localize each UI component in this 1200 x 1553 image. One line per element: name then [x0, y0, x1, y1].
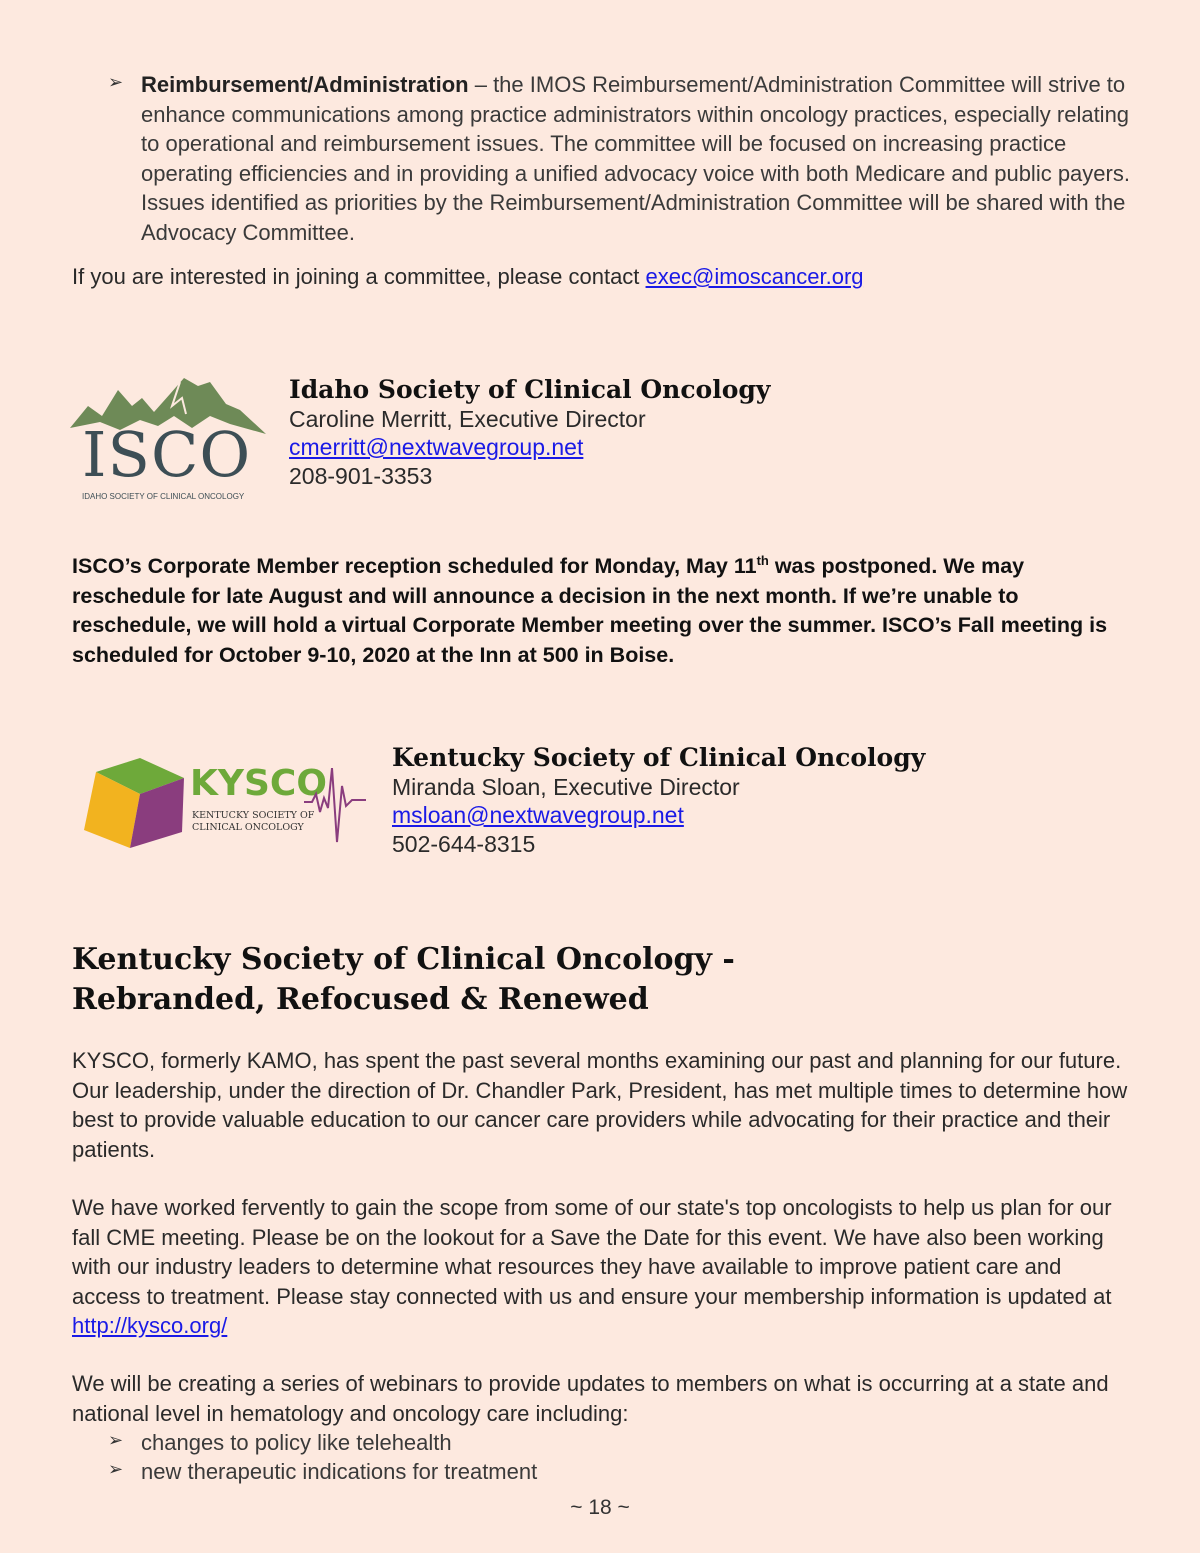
kysco-phone: 502-644-8315: [392, 830, 536, 857]
exec-email-link[interactable]: exec@imoscancer.org: [645, 264, 864, 289]
article-paragraph-1: KYSCO, formerly KAMO, has spent the past several months examining our past and planning for our future. Our leadership, under the direction of Dr. Chandler Park, President, has met multiple times to determine how best to provide valuable education to our cancer care providers while advocating for their practice and their patients.: [72, 1048, 1128, 1162]
list-item: [108, 1428, 452, 1458]
arrow-bullet-icon: ➢: [108, 1459, 124, 1479]
isco-logo-subtext: IDAHO SOCIETY OF CLINICAL ONCOLOGY: [82, 492, 245, 501]
committee-bullet-text: [141, 70, 1133, 247]
article-headline-line-1: Kentucky Society of Clinical Oncology -: [72, 942, 735, 977]
arrow-bullet-icon: ➢: [108, 72, 124, 92]
article-paragraph-2-text: We have worked fervently to gain the scope from some of our state's top oncologists to help us plan for our fall CME meeting. Please be on the lookout for a Save the Date for this event. We have also been working with our industry leaders to determine what resources they have available to improve patient care and access to treatment. Please stay connected with us and ensure your membership information is updated at: [72, 1195, 1112, 1309]
join-committee-line: [72, 262, 864, 292]
isco-notice: [72, 546, 1132, 670]
isco-phone: 208-901-3353: [289, 462, 433, 489]
kysco-contact: [392, 744, 925, 858]
list-item-text: changes to policy like telehealth: [141, 1430, 452, 1455]
isco-notice-sup: th: [756, 553, 769, 568]
committee-description: – the IMOS Reimbursement/Administration Committee will strive to enhance communications among practice administrators within oncology practices, especially relating to operational and reimbursement issues. The committee will be focused on increasing practice operating efficiencies and in providing a unified advocacy voice with both Medicare and public payers. Issues identified as priorities by the Reimbursement/Administration Committee will be shared with the Advocacy Committee.: [141, 72, 1130, 245]
isco-notice-part-2: was postponed. We may reschedule for late August and will announce a decision in the next month. If we’re unable to reschedule, we will hold a virtual Corporate Member meeting over the summer. ISCO’s Fall meeting is scheduled for October 9-10, 2020 at the Inn at 500 in Boise.: [72, 554, 1108, 667]
committee-bullet: [108, 70, 1133, 247]
article-paragraph-2: [72, 1193, 1132, 1341]
kysco-logo: [82, 754, 367, 850]
isco-notice-part-1: ISCO’s Corporate Member reception scheduled for Monday, May 11: [72, 554, 757, 579]
page-number: ~ 18 ~: [570, 1496, 630, 1519]
cube-icon: [82, 754, 192, 850]
isco-director: Caroline Merritt, Executive Director: [289, 405, 646, 432]
committee-title: Reimbursement/Administration: [141, 72, 469, 97]
kysco-director: Miranda Sloan, Executive Director: [392, 773, 740, 800]
list-item-text: new therapeutic indications for treatment: [141, 1459, 538, 1484]
isco-name: Idaho Society of Clinical Oncology: [289, 375, 771, 404]
kysco-logo-subtext-1: KENTUCKY SOCIETY OF: [192, 810, 315, 821]
arrow-bullet-icon: ➢: [108, 1430, 124, 1450]
kysco-logo-text: KYSCO: [190, 763, 327, 804]
isco-logo: [70, 376, 266, 504]
kysco-website-link[interactable]: http://kysco.org/: [72, 1313, 228, 1338]
kysco-logo-subtext-2: CLINICAL ONCOLOGY: [192, 822, 304, 833]
kysco-name: Kentucky Society of Clinical Oncology: [392, 743, 926, 772]
kysco-email-link[interactable]: msloan@nextwavegroup.net: [392, 802, 684, 828]
isco-email-link[interactable]: cmerritt@nextwavegroup.net: [289, 434, 584, 460]
list-item: [108, 1457, 537, 1487]
isco-logo-text: ISCO: [82, 418, 252, 491]
article-paragraph-3: We will be creating a series of webinars to provide updates to members on what is occurring at a state and national level in hematology and oncology care including:: [72, 1371, 1109, 1426]
heartbeat-icon: [304, 768, 366, 848]
join-text: If you are interested in joining a committee, please contact: [72, 264, 646, 289]
isco-contact: [289, 376, 770, 490]
article-headline: [72, 940, 735, 1020]
article-headline-line-2: Rebranded, Refocused & Renewed: [72, 982, 649, 1017]
